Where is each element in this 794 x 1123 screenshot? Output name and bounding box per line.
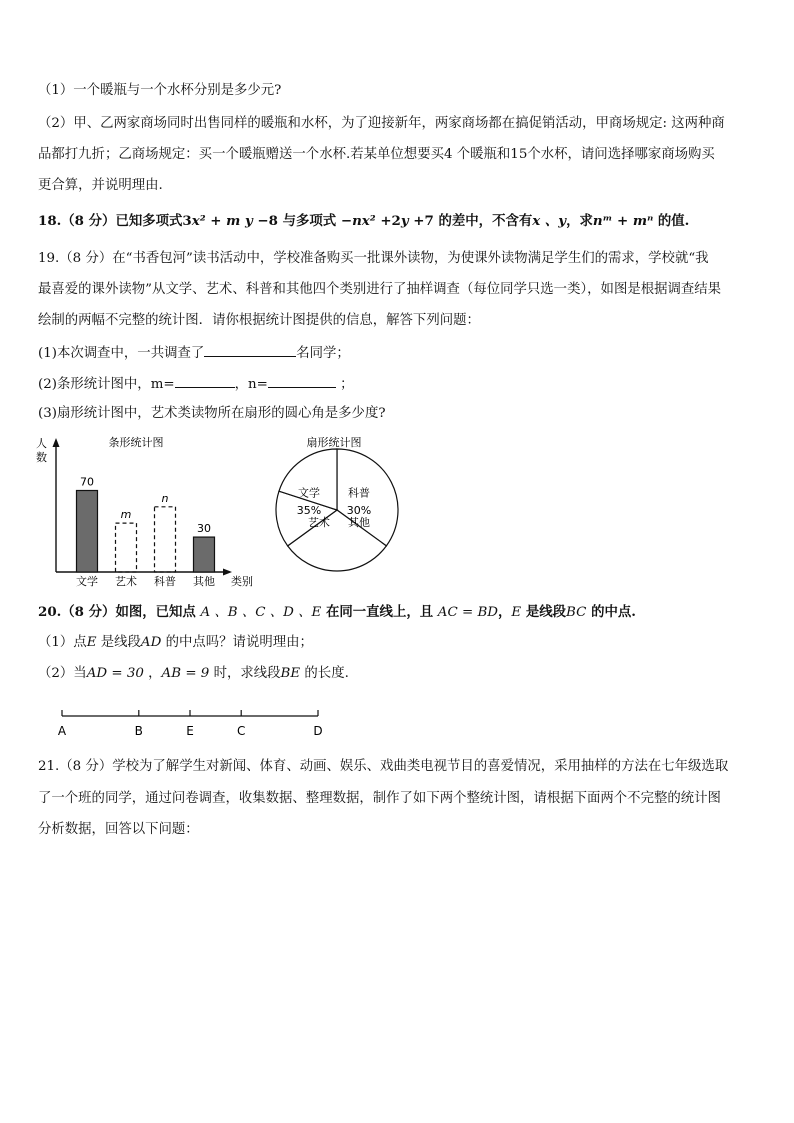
segment-label-A: A — [57, 724, 67, 738]
q19-charts — [0, 430, 794, 590]
q20-sub1-ad: AD — [140, 635, 162, 650]
segment-points — [58, 710, 323, 738]
q17-part1: （1）一个暖瓶与一个水杯分别是多少元? — [38, 83, 282, 98]
q19-line3: 绘制的两幅不完整的统计图．请你根据统计图提供的信息，解答下列问题： — [38, 313, 480, 328]
answer-blank-n[interactable] — [268, 374, 336, 388]
q19-sub3: (3)扇形统计图中，艺术类读物所在扇形的圆心角是多少度? — [38, 406, 386, 421]
q17-part2-line3: 更合算，并说明理由. — [38, 178, 163, 193]
q19-sub1 — [38, 343, 350, 363]
q19-line2: 最喜爱的课外读物”从文学、艺术、科普和其他四个类别进行了抽样调查（每位同学只选一类），如图是根据调查结果 — [38, 282, 722, 297]
bar-category-label-文学: 文学 — [76, 575, 98, 588]
q18-question — [38, 212, 689, 230]
q18-y2: y — [400, 213, 409, 229]
bar-chart-title: 条形统计图 — [108, 436, 164, 449]
q20-sub1-b: 是线段 — [100, 635, 141, 650]
bar-文学 — [77, 490, 98, 572]
q18-mid3: +2 — [375, 213, 401, 229]
q20-sub2-d: 的长度. — [304, 666, 349, 681]
q20-line1-c: ， — [498, 604, 512, 620]
q21-line3: 分析数据，回答以下问题： — [38, 822, 199, 837]
bar-chart — [36, 435, 253, 588]
pie-percent-科普: 30% — [346, 504, 372, 517]
pie-label-艺术: 艺术 — [308, 515, 330, 529]
q18-suffix: 的值. — [653, 213, 690, 229]
q20-sub1-c: 的中点吗？请说明理由； — [165, 635, 313, 650]
bar-category-label-其他: 其他 — [193, 575, 215, 588]
q20-line1-a: 20.（8 分）如图，已知点 — [38, 604, 196, 620]
q18-prefix: 18.（8 分）已知多项式3 — [38, 213, 192, 229]
bar-chart-xlabel: 类别 — [231, 575, 253, 588]
bar-category-label-科普: 科普 — [154, 575, 176, 588]
q20-be: BE — [280, 666, 301, 681]
bar-科普 — [155, 507, 176, 572]
q18-m: m — [226, 213, 241, 229]
q18-xy: x 、y — [532, 213, 567, 229]
q20-eq: AC = BD — [437, 605, 499, 620]
bar-chart-ylabel-bottom: 数 — [36, 451, 47, 464]
answer-blank-total[interactable] — [204, 343, 296, 357]
q20-sub2-b: ， — [148, 666, 162, 681]
bar-chart-ylabel-top: 人 — [36, 437, 47, 450]
q20-ab9: AB = 9 — [161, 666, 210, 681]
q19-sub2-b: ，n= — [234, 377, 268, 392]
answer-blank-m[interactable] — [175, 374, 235, 388]
segment-label-D: D — [313, 724, 323, 738]
q20-question — [38, 603, 636, 622]
q20-segment-diagram — [0, 702, 794, 742]
q19-sub1-b: 名同学； — [296, 346, 350, 361]
bar-其他 — [194, 537, 215, 572]
q20-sub1-e: E — [86, 635, 97, 650]
pie-percent-文学: 35% — [296, 504, 322, 517]
q20-line1-b: 在同一直线上，且 — [326, 604, 434, 620]
q20-line1-d: 是线段 — [525, 604, 567, 620]
q20-bc: BC — [566, 605, 587, 620]
bar-艺术 — [116, 523, 137, 572]
q20-e: E — [511, 605, 522, 620]
bar-value-label-科普: n — [161, 491, 169, 505]
bar-chart-bars — [76, 475, 215, 588]
bar-value-label-文学: 70 — [80, 475, 94, 489]
q18-nx2: nx² — [352, 213, 376, 229]
segment-label-B: B — [134, 724, 143, 738]
q20-ad30: AD = 30 — [86, 666, 144, 681]
bar-category-label-艺术: 艺术 — [115, 575, 137, 588]
q18-mid2: −8 与多项式 − — [252, 213, 353, 229]
bar-value-label-艺术: m — [120, 508, 132, 522]
q19-sub2 — [38, 374, 354, 394]
pie-label-文学: 文学 — [298, 486, 320, 500]
q20-points: A 、B 、C 、D 、E — [200, 605, 322, 620]
q21-line2: 了一个班的同学，通过问卷调查，收集数据、整理数据，制作了如下两个整统计图，请根据下面两个不完整的统计图 — [38, 791, 721, 806]
q18-expr: nᵐ + mⁿ — [592, 213, 654, 229]
q20-sub2-a: （2）当 — [38, 666, 87, 681]
bar-value-label-其他: 30 — [197, 522, 211, 536]
segment-label-C: C — [237, 724, 246, 738]
q20-line1-e: 的中点. — [591, 604, 636, 620]
q19-sub2-c: ； — [340, 377, 354, 392]
q20-sub1-a: （1）点 — [38, 635, 87, 650]
q18-mid4: +7 的差中，不含有 — [408, 213, 533, 229]
q19-sub1-a: (1)本次调查中，一共调查了 — [38, 346, 205, 361]
pie-chart — [276, 435, 398, 571]
q19-sub2-a: (2)条形统计图中，m= — [38, 377, 175, 392]
q21-line1: 21.（8 分）学校为了解学生对新闻、体育、动画、娱乐、戏曲类电视节目的喜爱情况，采用抽样的方法在七年级选取 — [38, 759, 729, 774]
pie-label-科普: 科普 — [348, 486, 370, 500]
q19-line1: 19.（8 分）在“书香包河”读书活动中，学校准备购买一批课外读物，为使课外读物满足学生们的需求，学校就“我 — [38, 251, 709, 266]
q17-part2-line1: （2）甲、乙两家商场同时出售同样的暖瓶和水杯，为了迎接新年，两家商场都在搞促销活动，甲商场规定: 这两种商 — [38, 116, 725, 131]
q17-part2-line2: 品都打九折；乙商场规定：买一个暖瓶赠送一个水杯.若某单位想要买4 个暖瓶和15个水杯，请问选择哪家商场购买 — [38, 147, 715, 162]
pie-chart-slices — [276, 449, 398, 571]
q20-sub2-c: 时，求线段 — [213, 666, 281, 681]
q18-x2: x² — [191, 213, 206, 229]
q18-mid5: ，求 — [566, 213, 593, 229]
q18-mid1: + — [205, 213, 227, 229]
q20-sub1 — [38, 634, 313, 652]
q18-y: y — [244, 213, 253, 229]
q20-sub2 — [38, 665, 349, 683]
pie-label-其他: 其他 — [348, 515, 370, 529]
pie-chart-title: 扇形统计图 — [306, 436, 362, 449]
bar-chart-y-arrow — [53, 438, 60, 447]
segment-label-E: E — [186, 724, 194, 738]
